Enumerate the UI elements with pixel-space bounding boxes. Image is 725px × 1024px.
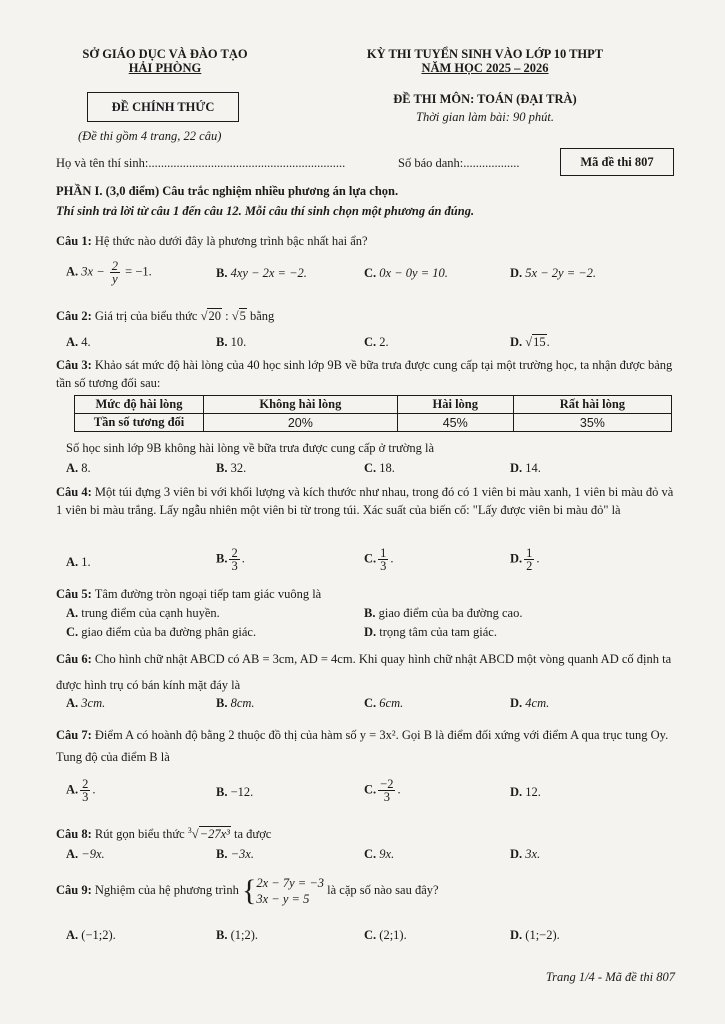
q4-d-fraction [524,547,534,572]
question-4 [56,483,676,519]
system-brace-icon: { [241,874,257,908]
part1-title: PHẦN I. (3,0 điểm) Câu trắc nghiệm nhiều phương án lựa chọn. [56,184,399,198]
official-exam-box [87,92,239,122]
option-letter: B. [364,606,376,620]
q5-d-text: trọng tâm của tam giác. [379,625,497,639]
q7-c-fraction [378,778,395,803]
q1-option-d[interactable] [510,266,596,281]
q8-option-c[interactable] [364,847,394,862]
q1-d-text: 5x − 2y = −2. [525,266,597,280]
q9-option-b[interactable] [216,928,258,943]
q8-text-post: ta được [234,827,272,842]
numerator: −2 [380,777,394,791]
dot: . [397,782,401,797]
q3-d-text: 14. [525,461,541,475]
school-year: NĂM HỌC 2025 – 2026 [421,61,549,75]
option-letter: C. [66,625,79,639]
q9-option-a[interactable] [66,928,116,943]
option-letter: C. [364,928,377,942]
exam-time: Thời gian làm bài: 90 phút. [416,110,554,124]
q9-option-c[interactable] [364,928,407,943]
option-letter: B. [216,551,228,566]
official-exam-label: ĐỀ CHÍNH THỨC [111,100,215,114]
dept-name: SỞ GIÁO DỤC VÀ ĐÀO TẠO [82,47,248,61]
q9-option-d[interactable] [510,928,560,943]
denominator: 3 [380,559,387,573]
option-letter: C. [364,847,377,861]
q4-text: Một túi đựng 3 viên bi với khối lượng và kích thước như nhau, trong đó có 1 viên bi màu xanh, 1 viên bi màu đỏ và 1 viên bi màu trắng. Lấy ngẫu nhiên một viên bi từ trong túi. Xác suất của biến cố: "Lấy được viên bi màu đỏ" là [56,485,674,517]
table-header-cell: Rất hài lòng [513,396,671,414]
q5-option-c[interactable] [66,625,256,640]
q5-a-text: trung điểm của cạnh huyền. [81,606,220,620]
numerator: 1 [380,546,387,560]
question-6 [56,646,676,698]
table-cell: 35% [513,414,671,432]
q3-b-text: 32. [230,461,247,475]
q1-label: Câu 1: [56,234,92,248]
q7-option-c[interactable] [364,778,401,803]
q8-label: Câu 8: [56,827,92,842]
exam-title: KỲ THI TUYỂN SINH VÀO LỚP 10 THPT [366,47,604,61]
q3-option-b[interactable] [216,461,246,476]
q3-label: Câu 3: [56,358,92,372]
option-letter: C. [364,551,377,566]
q6-option-b[interactable] [216,696,255,711]
q7-option-a[interactable] [66,778,96,803]
option-letter: B. [216,266,228,280]
q5-text: Tâm đường tròn ngoại tiếp tam giác vuông là [94,587,322,601]
option-letter: B. [216,335,228,349]
option-letter: A. [66,264,79,279]
q1-a-fraction [110,260,120,285]
q5-option-b[interactable] [364,606,522,621]
q2-radicand-1: 20 [208,309,221,323]
q9-system [256,875,324,907]
q2-d-radicand: 15 [533,335,546,349]
option-letter: A. [66,928,79,942]
q1-option-b[interactable] [216,266,307,281]
table-cell: 20% [204,414,398,432]
option-letter: C. [364,335,377,349]
subject-title: ĐỀ THI MÔN: TOÁN (ĐẠI TRÀ) [393,92,577,106]
option-letter: D. [510,461,523,475]
table-row [75,414,672,432]
question-9 [56,870,676,910]
numerator: 2 [231,546,238,560]
option-letter: A. [66,555,79,569]
option-letter: C. [364,266,377,280]
q1-b-text: 4xy − 2x = −2. [230,266,307,280]
dot: . [92,782,96,797]
q8-radicand: −27x³ [199,827,230,842]
q6-a-text: 3cm. [81,696,106,710]
q1-a-post: = −1. [125,264,152,279]
option-letter: B. [216,928,228,942]
q6-option-d[interactable] [510,696,549,711]
q7-option-d[interactable] [510,785,541,800]
pages-note: (Đề thi gồm 4 trang, 22 câu) [78,129,222,143]
q6-b-text: 8cm. [230,696,255,710]
q5-option-a[interactable] [66,606,220,621]
option-letter: D. [510,847,523,861]
dot: . [390,551,394,566]
question-2: Câu 2: Giá trị của biểu thức √20 : √5 bằng [56,309,275,323]
q2-radicand-2: 5 [239,309,246,323]
q6-text: Cho hình chữ nhật ABCD có AB = 3cm, AD = 4cm. Khi quay hình chữ nhật ABCD một vòng quanh AD cố định ta được hình trụ có bán kính mặt đáy là [56,652,672,692]
option-letter: D. [364,625,377,639]
q3-option-c[interactable] [364,461,395,476]
q2-option-a[interactable] [66,335,91,350]
q8-c-text: 9x. [379,847,395,861]
table-header-cell: Mức độ hài lòng [75,396,204,414]
q3-text: Khảo sát mức độ hài lòng của 40 học sinh lớp 9B về bữa trưa được cung cấp tại một trường học, ta nhận được bảng tần số tương đối sau: [56,358,673,390]
q8-text-pre: Rút gọn biểu thức [94,827,185,842]
q2-text-pre: Giá trị của biểu thức [94,309,198,323]
q7-label: Câu 7: [56,728,92,742]
option-letter: D. [510,335,523,349]
q9-label: Câu 9: [56,883,92,897]
exam-code-label: Mã đề thi 807 [580,155,654,169]
numerator: 2 [82,777,89,791]
option-letter: D. [510,266,523,280]
q3-option-d[interactable] [510,461,541,476]
numerator: 1 [526,546,533,560]
q1-option-c[interactable] [364,266,448,281]
option-letter: A. [66,847,79,861]
q4-option-c[interactable] [364,547,394,572]
option-letter: D. [510,551,523,566]
q9-b-text: (1;2). [230,928,259,942]
denominator: y [112,272,118,286]
denominator: 3 [383,790,390,804]
q8-option-a[interactable] [66,847,105,862]
q8-b-text: −3x. [230,847,254,861]
option-letter: D. [510,696,523,710]
denominator: 3 [231,559,238,573]
q1-text: Hệ thức nào dưới đây là phương trình bậc nhất hai ẩn? [94,234,368,248]
q9-text-post: là cặp số nào sau đây? [327,883,439,897]
candidate-id-field: Số báo danh:.................. [398,156,520,170]
option-letter: C. [364,461,377,475]
q4-label: Câu 4: [56,485,92,499]
q8-option-d[interactable] [510,847,540,862]
q9-eq2: 3x − y = 5 [256,892,310,907]
q5-c-text: giao điểm của ba đường phân giác. [81,625,257,639]
q4-a-text: 1. [81,555,91,569]
numerator: 2 [111,259,119,273]
q1-c-text: 0x − 0y = 10. [379,266,448,280]
q7-b-text: −12. [230,785,254,799]
dot: . [536,551,540,566]
city-name: HẢI PHÒNG [128,61,202,75]
q2-text-post: bằng [249,309,275,323]
option-letter: A. [66,782,79,797]
question-7 [56,724,676,768]
page-footer: Trang 1/4 - Mã đề thi 807 [545,970,675,984]
q9-d-text: (1;−2). [525,928,560,942]
exam-code-box [560,148,674,176]
question-3 [56,356,676,392]
option-letter: B. [216,785,228,799]
q1-option-a[interactable] [66,260,152,285]
option-letter: A. [66,335,79,349]
question-5 [56,585,676,603]
q4-c-fraction [378,547,388,572]
question-1 [56,232,676,250]
option-letter: D. [510,928,523,942]
q7-d-text: 12. [525,785,541,799]
q2-c-text: 2. [379,335,389,349]
q8-a-text: −9x. [81,847,105,861]
q9-text-pre: Nghiệm của hệ phương trình [94,883,239,897]
q3-follow-text: Số học sinh lớp 9B không hài lòng về bữa trưa được cung cấp ở trường là [66,441,435,455]
q6-c-text: 6cm. [379,696,404,710]
table-header-cell: Không hài lòng [204,396,398,414]
table-header-cell: Hài lòng [397,396,513,414]
candidate-name-field: Họ và tên thí sinh:............................................................... [56,156,346,170]
table-cell: 45% [397,414,513,432]
q2-a-text: 4. [81,335,91,349]
table-header-row [75,396,672,414]
q7-text: Điểm A có hoành độ bằng 2 thuộc đồ thị của hàm số y = 3x². Gọi B là điểm đối xứng với điểm A qua trục tung Oy. Tung độ của điểm B là [56,728,669,764]
q6-option-c[interactable] [364,696,403,711]
q2-option-c[interactable] [364,335,389,350]
q5-b-text: giao điểm của ba đường cao. [378,606,523,620]
q5-label: Câu 5: [56,587,92,601]
q4-option-b[interactable] [216,547,245,572]
option-letter: B. [216,696,228,710]
q6-label: Câu 6: [56,652,92,666]
q2-option-b[interactable] [216,335,246,350]
option-letter: A. [66,461,79,475]
q2-colon: : [225,309,229,323]
q9-eq1: 2x − 7y = −3 [256,876,325,891]
denominator: 2 [526,559,533,573]
q3-option-a[interactable] [66,461,91,476]
q2-option-d[interactable]: D. √15. [510,335,550,349]
q8-d-text: 3x. [525,847,541,861]
q3-a-text: 8. [81,461,91,475]
dot: . [241,551,245,566]
q8-option-b[interactable] [216,847,254,862]
option-letter: A. [66,606,79,620]
option-letter: B. [216,461,228,475]
part1-instruction: Thí sinh trả lời từ câu 1 đến câu 12. Mỗi câu thí sinh chọn một phương án đúng. [56,204,475,218]
q2-d-dot: . [546,335,550,349]
option-letter: C. [364,782,377,797]
q3-frequency-table [74,395,672,432]
q9-c-text: (2;1). [379,928,407,942]
q9-a-text: (−1;2). [81,928,116,942]
table-cell: Tần số tương đối [75,414,204,432]
q6-d-text: 4cm. [525,696,550,710]
q1-a-pre: 3x − [81,264,105,279]
option-letter: B. [216,847,228,861]
q4-b-fraction [229,547,239,572]
denominator: 3 [82,790,89,804]
question-8: Câu 8: Rút gọn biểu thức $^3$√−27x³ ta được [56,826,272,842]
q4-option-a[interactable] [66,555,91,570]
option-letter: A. [66,696,79,710]
q3-c-text: 18. [379,461,395,475]
q6-option-a[interactable] [66,696,105,711]
q2-b-text: 10. [230,335,247,349]
q2-label: Câu 2: [56,309,92,323]
option-letter: D. [510,785,523,799]
q7-option-b[interactable] [216,785,253,800]
option-letter: C. [364,696,377,710]
q5-option-d[interactable] [364,625,497,640]
q8-root-index: 3 [187,826,192,835]
q4-option-d[interactable] [510,547,540,572]
q7-a-fraction [80,778,90,803]
